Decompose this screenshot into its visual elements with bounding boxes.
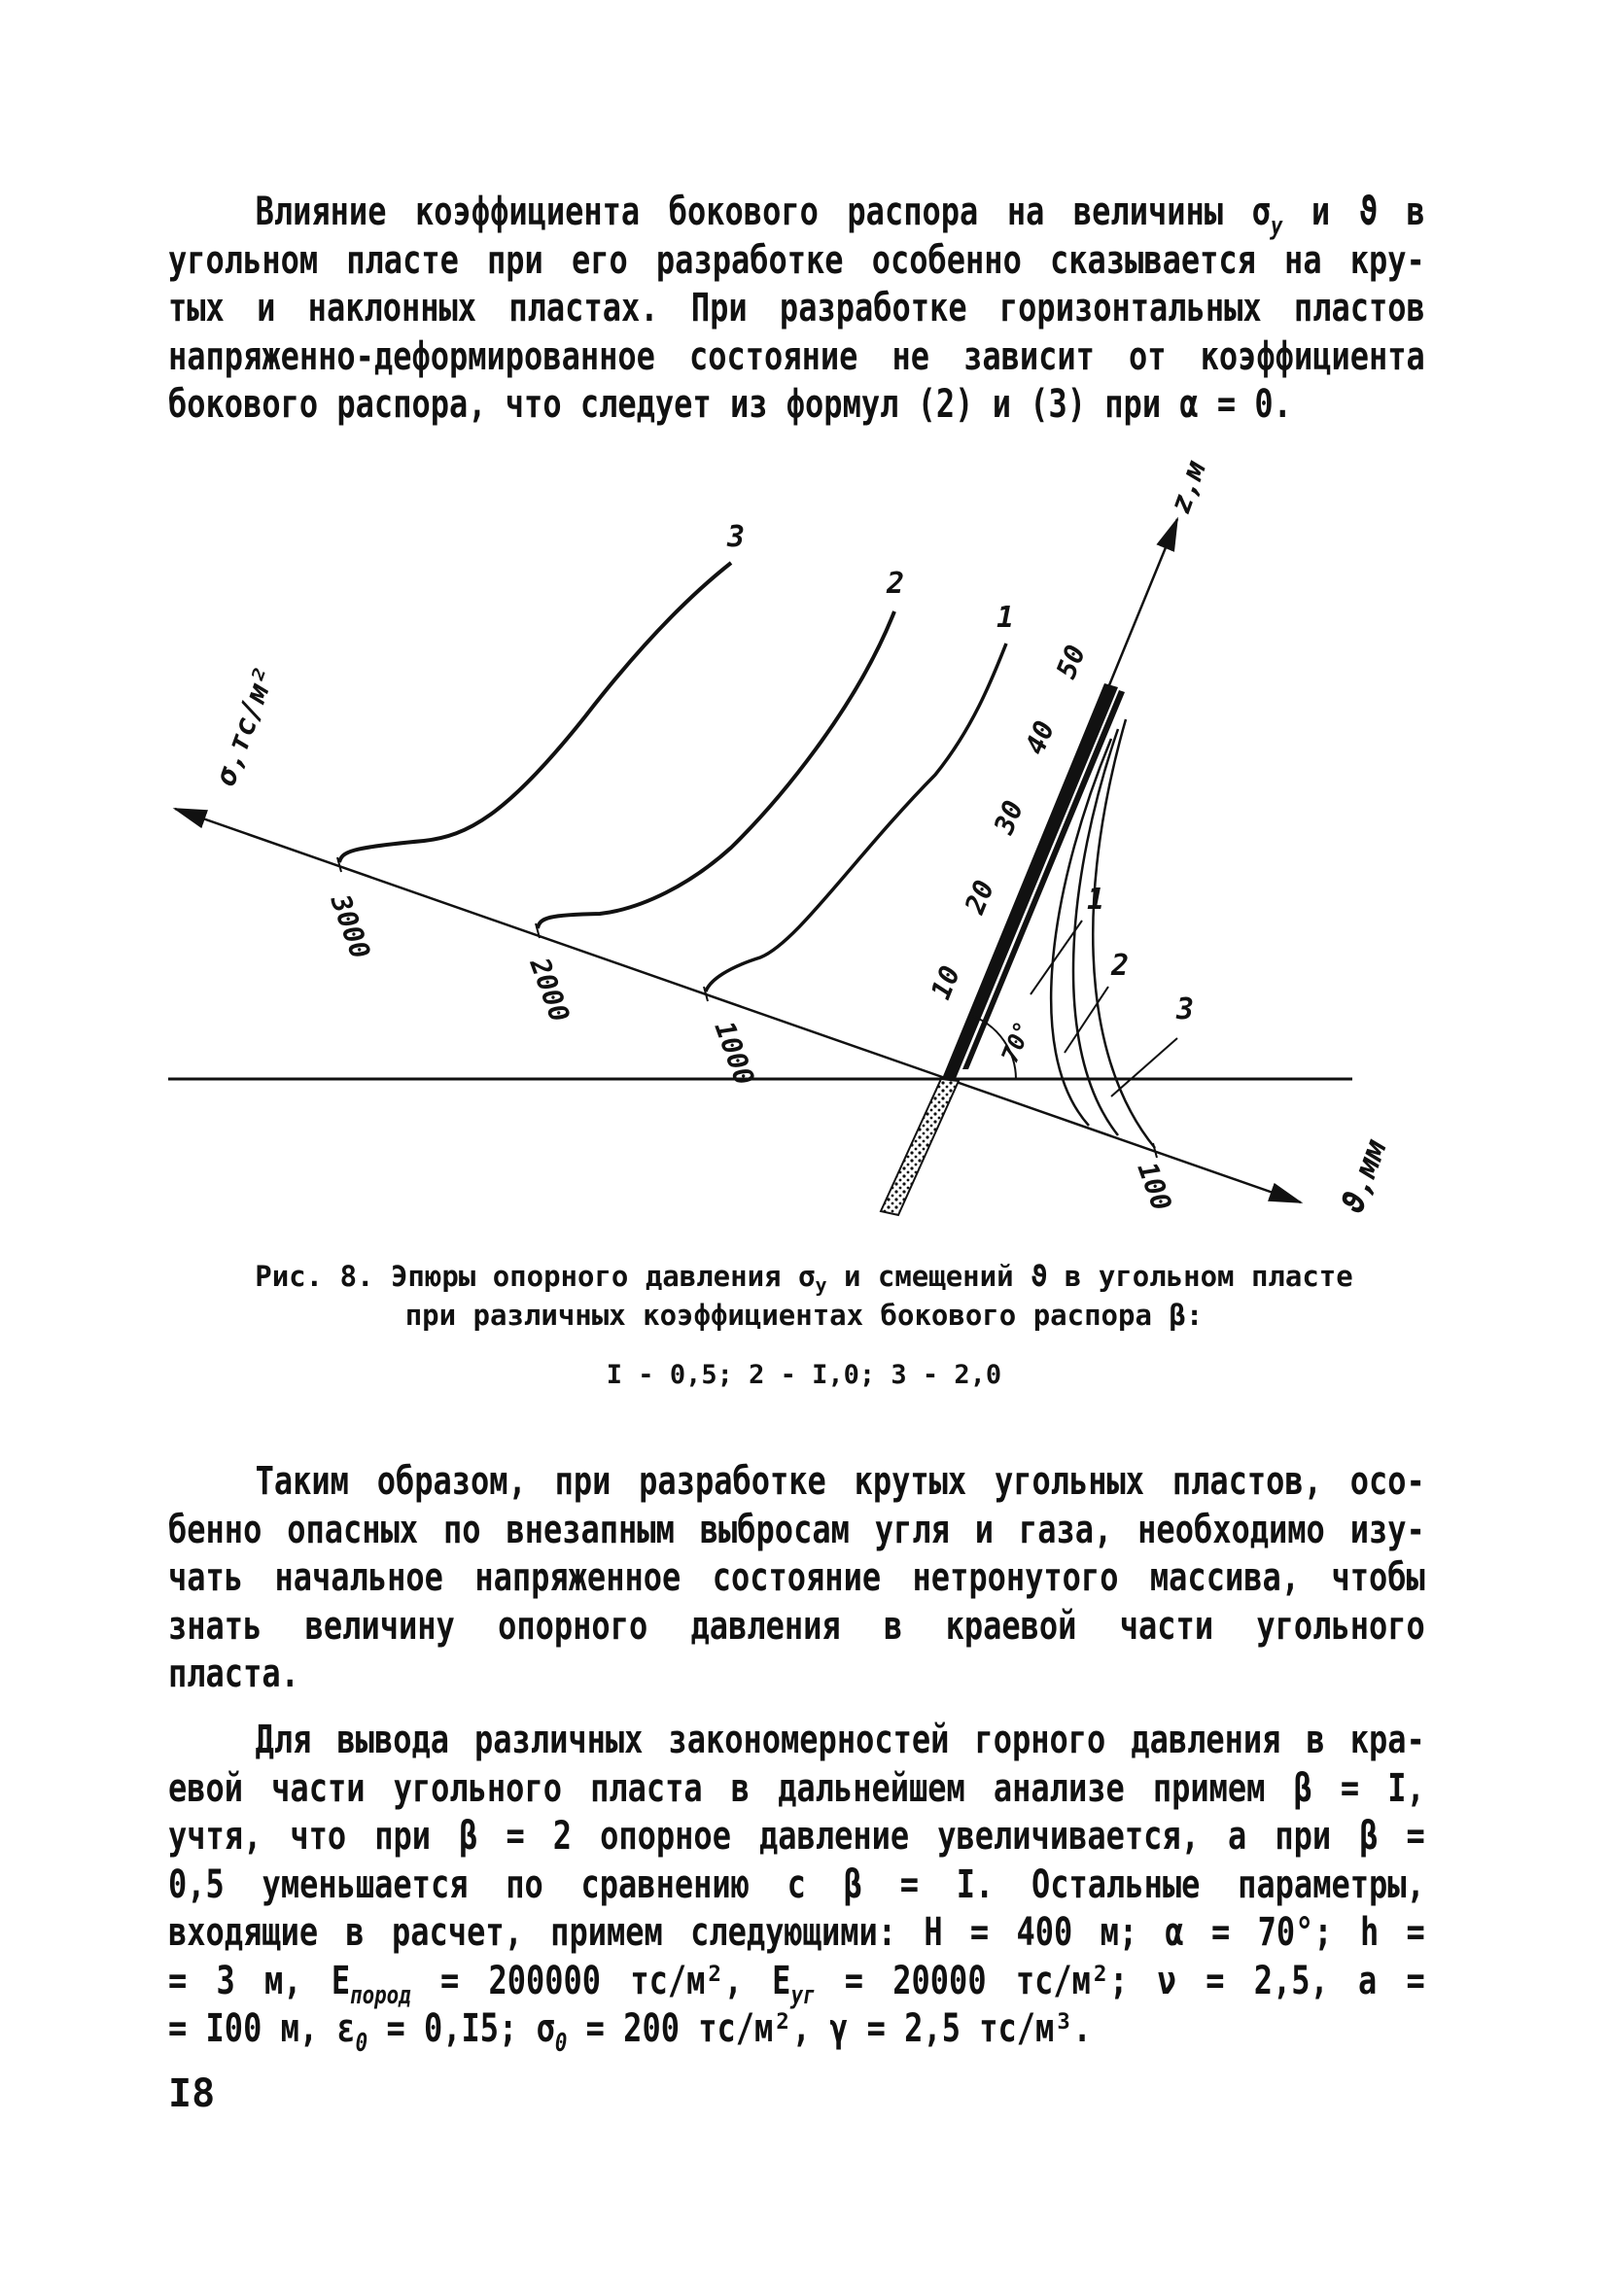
seam-tick-40: 40 <box>1018 715 1062 759</box>
text-run: = 200000 тс/м², E <box>410 1958 791 2003</box>
text-run: тых и наклонных пластах. При разработке горизонтальных пластов <box>168 286 1425 330</box>
subscript: уг <box>790 1980 816 2010</box>
seam-tick-30: 30 <box>987 795 1031 839</box>
text-line <box>168 1603 1425 1652</box>
text-run: = 20000 тс/м²; ν = 2,5, a = <box>815 1958 1425 2003</box>
text-line <box>168 1554 1425 1603</box>
text-line <box>168 1651 1425 1699</box>
text-run: угольном пласте при его разработке особенно сказывается на кру- <box>168 237 1425 283</box>
figure-caption <box>146 1262 1462 1331</box>
subscript: пород <box>350 1980 411 2010</box>
leader-2 <box>1065 987 1108 1053</box>
text-line <box>168 1717 1425 1765</box>
z-axis-label: z,м <box>1163 456 1214 518</box>
caption-line-2: при различных коэффициентах бокового распора β: <box>404 1299 1204 1332</box>
seam-hatched-section <box>881 1079 959 1215</box>
stress-axis-label: σ,тс/м² <box>208 662 283 790</box>
stress-tick-label-1000: 1000 <box>708 1017 761 1090</box>
subscript: 0 <box>554 2029 568 2058</box>
text-run: напряженно-деформированное состояние не зависит от коэффициента <box>168 333 1425 379</box>
subscript: 0 <box>355 2029 368 2058</box>
page-number: I8 <box>168 2071 216 2116</box>
displacement-axis-label: ϑ,мм <box>1333 1134 1394 1218</box>
paragraph-conclusion <box>168 1458 1425 1699</box>
stress-curve-3 <box>339 563 731 862</box>
subscript: y <box>1270 212 1283 241</box>
caption-legend: I - 0,5; 2 - I,0; 3 - 2,0 <box>606 1360 1002 1390</box>
text-run: = 3 м, E <box>168 1958 351 2003</box>
displacement-tick-label-100: 100 <box>1131 1158 1178 1215</box>
text-run: учтя, что при β = 2 опорное давление увеличивается, а при β = <box>168 1814 1425 1859</box>
leader-3 <box>1111 1038 1177 1096</box>
text-run: пласта. <box>168 1652 299 1696</box>
caption-text: Рис. 8. Эпюры опорного давления σ <box>255 1260 816 1293</box>
stress-tick-label-3000: 3000 <box>324 890 377 963</box>
stress-curve-label-1: 1 <box>996 601 1015 635</box>
displacement-curve-label-1: 1 <box>1087 883 1105 917</box>
text-run: знать величину опорного давления в краевой части угольного <box>168 1603 1425 1649</box>
angle-label: 70° <box>996 1017 1037 1067</box>
text-run: бенно опасных по внезапным выбросам угля и газа, необходимо изу- <box>168 1507 1425 1552</box>
text-run: 0,5 уменьшается по сравнению с β = I. Остальные параметры, <box>168 1861 1425 1907</box>
stress-curve-label-2: 2 <box>887 567 905 601</box>
text-line <box>168 1861 1425 1910</box>
paragraph-parameters <box>168 1717 1425 2058</box>
stress-tick-label-2000: 2000 <box>523 954 577 1026</box>
caption-text: и смещений ϑ в угольном пласте <box>826 1260 1353 1293</box>
text-run: Влияние коэффициента бокового распора на величины σ <box>255 190 1271 234</box>
text-run: = 200 тс/м², γ = 2,5 тс/м³. <box>567 2006 1092 2051</box>
stress-axis <box>175 809 948 1079</box>
text-line <box>168 1458 1425 1507</box>
seam-tick-20: 20 <box>958 875 1001 919</box>
text-line <box>168 1813 1425 1861</box>
caption-subscript: y <box>815 1273 827 1297</box>
text-line <box>168 1507 1425 1555</box>
displacement-curve-label-3: 3 <box>1176 992 1195 1026</box>
text-run: чать начальное напряженное состояние нетронутого массива, чтобы <box>168 1555 1425 1600</box>
caption-line-1 <box>146 1262 1462 1301</box>
displacement-curve-label-2: 2 <box>1111 949 1130 983</box>
text-run: = 0,I5; σ <box>367 2006 555 2051</box>
text-run: бокового распора, что следует из формул (2) и (3) при α = 0. <box>168 382 1292 427</box>
seam-tick-50: 50 <box>1049 640 1093 683</box>
stress-curve-label-3: 3 <box>727 520 746 554</box>
seam-tick-10: 10 <box>924 960 967 1004</box>
text-line <box>168 2005 1425 2058</box>
text-run: евой части угольного пласта в дальнейшем анализе примем β = I, <box>168 1765 1425 1811</box>
text-line <box>168 1958 1425 2010</box>
text-run: входящие в расчет, примем следующими: H = 400 м; α = 70°; h = <box>168 1910 1425 1955</box>
text-line <box>168 1909 1425 1958</box>
text-line <box>168 1765 1425 1814</box>
text-run: Таким образом, при разработке крутых угольных пластов, осо- <box>255 1459 1425 1504</box>
stress-curve-1 <box>706 644 1006 991</box>
text-run: Для вывода различных закономерностей горного давления в кра- <box>255 1718 1425 1762</box>
text-run: и ϑ в <box>1282 190 1425 234</box>
text-run: = I00 м, ε <box>168 2006 356 2051</box>
